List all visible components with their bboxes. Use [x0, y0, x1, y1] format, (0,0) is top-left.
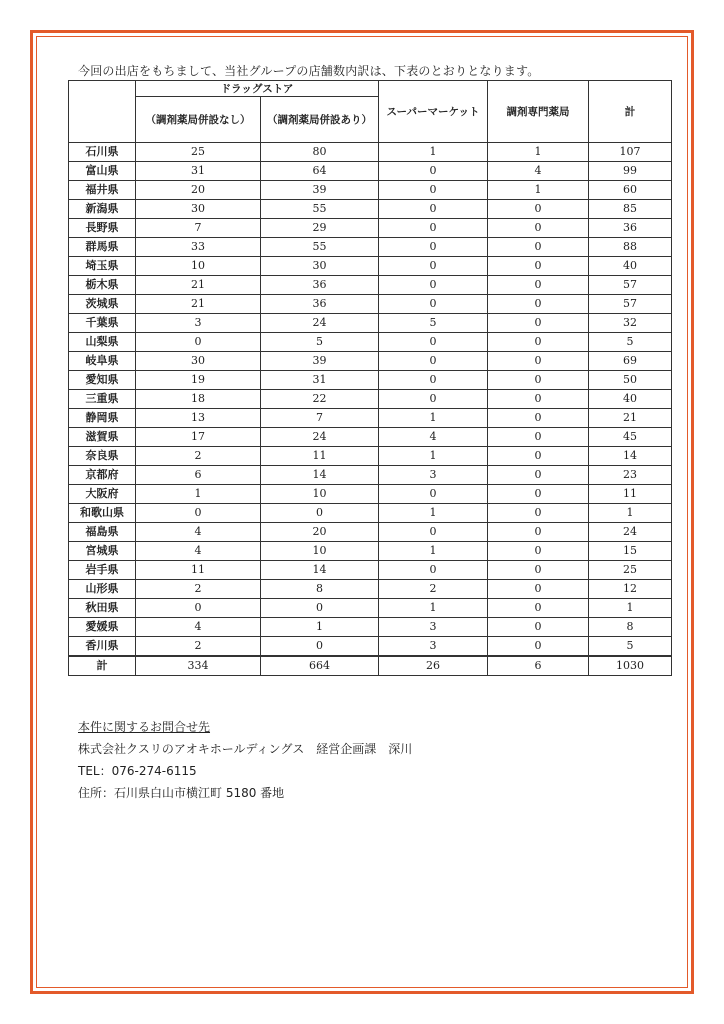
table-row: [69, 181, 672, 200]
cell-prefecture: 富山県: [69, 162, 136, 181]
cell-drugstore-with-pharmacy: 14: [261, 466, 379, 485]
cell-supermarket: 0: [379, 219, 488, 238]
cell-drugstore-no-pharmacy: 30: [136, 352, 261, 371]
cell-drugstore-no-pharmacy: 31: [136, 162, 261, 181]
table-row: [69, 447, 672, 466]
cell-prefecture: 静岡県: [69, 409, 136, 428]
total-label: 計: [69, 656, 136, 676]
cell-drugstore-with-pharmacy: 14: [261, 561, 379, 580]
table-row: [69, 466, 672, 485]
cell-supermarket: 0: [379, 295, 488, 314]
table-row: [69, 637, 672, 657]
table-row: [69, 162, 672, 181]
cell-drugstore-with-pharmacy: 64: [261, 162, 379, 181]
cell-total: 57: [589, 276, 672, 295]
table-row: [69, 580, 672, 599]
cell-total: 88: [589, 238, 672, 257]
cell-drugstore-with-pharmacy: 1: [261, 618, 379, 637]
header-dispensing-pharmacy: 調剤専門薬局: [488, 81, 589, 143]
table-row: [69, 143, 672, 162]
cell-total: 85: [589, 200, 672, 219]
contact-company: 株式会社クスリのアオキホールディングス 経営企画課 深川: [78, 742, 413, 756]
cell-supermarket: 0: [379, 352, 488, 371]
contact-tel: TEL：076-274-6115: [78, 764, 197, 778]
cell-dispensing-pharmacy: 0: [488, 618, 589, 637]
cell-drugstore-no-pharmacy: 25: [136, 143, 261, 162]
cell-drugstore-no-pharmacy: 4: [136, 542, 261, 561]
cell-dispensing-pharmacy: 1: [488, 143, 589, 162]
table-row: [69, 295, 672, 314]
table-row: [69, 238, 672, 257]
cell-supermarket: 0: [379, 390, 488, 409]
cell-supermarket: 1: [379, 504, 488, 523]
header-supermarket: スーパーマーケット: [379, 81, 488, 143]
cell-drugstore-no-pharmacy: 11: [136, 561, 261, 580]
cell-total: 40: [589, 390, 672, 409]
cell-drugstore-with-pharmacy: 5: [261, 333, 379, 352]
cell-dispensing-pharmacy: 0: [488, 504, 589, 523]
cell-total: 23: [589, 466, 672, 485]
cell-drugstore-no-pharmacy: 17: [136, 428, 261, 447]
cell-supermarket: 0: [379, 181, 488, 200]
cell-drugstore-with-pharmacy: 31: [261, 371, 379, 390]
table-row: [69, 390, 672, 409]
table-row: [69, 504, 672, 523]
cell-prefecture: 大阪府: [69, 485, 136, 504]
intro-text: 今回の出店をもちまして、当社グループの店舗数内訳は、下表のとおりとなります。: [78, 64, 540, 78]
table-row: [69, 333, 672, 352]
table-row: [69, 219, 672, 238]
cell-total: 12: [589, 580, 672, 599]
cell-total: 45: [589, 428, 672, 447]
cell-prefecture: 岩手県: [69, 561, 136, 580]
cell-drugstore-with-pharmacy: 10: [261, 542, 379, 561]
cell-prefecture: 愛媛県: [69, 618, 136, 637]
cell-prefecture: 埼玉県: [69, 257, 136, 276]
cell-drugstore-with-pharmacy: 36: [261, 276, 379, 295]
cell-dispensing-pharmacy: 0: [488, 276, 589, 295]
table-row: [69, 276, 672, 295]
cell-prefecture: 福井県: [69, 181, 136, 200]
cell-drugstore-no-pharmacy: 2: [136, 447, 261, 466]
cell-total: 60: [589, 181, 672, 200]
cell-supermarket: 0: [379, 485, 488, 504]
cell-dispensing-pharmacy: 0: [488, 200, 589, 219]
cell-drugstore-with-pharmacy: 0: [261, 599, 379, 618]
total-drugstore-with-pharmacy: 664: [261, 656, 379, 676]
cell-supermarket: 5: [379, 314, 488, 333]
cell-drugstore-no-pharmacy: 7: [136, 219, 261, 238]
cell-drugstore-no-pharmacy: 3: [136, 314, 261, 333]
cell-prefecture: 石川県: [69, 143, 136, 162]
cell-supermarket: 0: [379, 561, 488, 580]
header-drugstore-group: ドラッグストア: [136, 81, 379, 97]
cell-total: 40: [589, 257, 672, 276]
cell-drugstore-with-pharmacy: 0: [261, 637, 379, 657]
cell-total: 14: [589, 447, 672, 466]
cell-dispensing-pharmacy: 0: [488, 219, 589, 238]
cell-drugstore-no-pharmacy: 30: [136, 200, 261, 219]
cell-supermarket: 3: [379, 618, 488, 637]
cell-prefecture: 香川県: [69, 637, 136, 657]
cell-supermarket: 3: [379, 466, 488, 485]
table-row: [69, 200, 672, 219]
cell-total: 1: [589, 599, 672, 618]
cell-total: 99: [589, 162, 672, 181]
cell-supermarket: 2: [379, 580, 488, 599]
cell-supermarket: 1: [379, 542, 488, 561]
cell-drugstore-no-pharmacy: 21: [136, 295, 261, 314]
header-drugstore-no-pharmacy: （調剤薬局併設なし）: [136, 97, 261, 143]
cell-prefecture: 奈良県: [69, 447, 136, 466]
cell-drugstore-with-pharmacy: 36: [261, 295, 379, 314]
cell-dispensing-pharmacy: 0: [488, 523, 589, 542]
cell-supermarket: 0: [379, 523, 488, 542]
cell-dispensing-pharmacy: 0: [488, 637, 589, 657]
cell-drugstore-no-pharmacy: 2: [136, 580, 261, 599]
cell-drugstore-no-pharmacy: 19: [136, 371, 261, 390]
cell-drugstore-with-pharmacy: 24: [261, 428, 379, 447]
table-row: [69, 523, 672, 542]
cell-drugstore-no-pharmacy: 4: [136, 523, 261, 542]
cell-drugstore-with-pharmacy: 10: [261, 485, 379, 504]
cell-prefecture: 愛知県: [69, 371, 136, 390]
cell-dispensing-pharmacy: 1: [488, 181, 589, 200]
total-dispensing-pharmacy: 6: [488, 656, 589, 676]
header-prefecture: [69, 81, 136, 143]
cell-drugstore-with-pharmacy: 11: [261, 447, 379, 466]
cell-dispensing-pharmacy: 0: [488, 447, 589, 466]
cell-drugstore-with-pharmacy: 80: [261, 143, 379, 162]
cell-dispensing-pharmacy: 0: [488, 390, 589, 409]
cell-drugstore-no-pharmacy: 21: [136, 276, 261, 295]
cell-total: 36: [589, 219, 672, 238]
cell-supermarket: 1: [379, 143, 488, 162]
table-row: [69, 485, 672, 504]
cell-drugstore-no-pharmacy: 18: [136, 390, 261, 409]
table-row: [69, 542, 672, 561]
cell-drugstore-with-pharmacy: 55: [261, 200, 379, 219]
table-row: [69, 409, 672, 428]
cell-drugstore-with-pharmacy: 0: [261, 504, 379, 523]
cell-supermarket: 3: [379, 637, 488, 657]
total-supermarket: 26: [379, 656, 488, 676]
cell-total: 5: [589, 333, 672, 352]
contact-heading: 本件に関するお問合せ先: [78, 720, 211, 734]
cell-dispensing-pharmacy: 0: [488, 409, 589, 428]
cell-supermarket: 0: [379, 238, 488, 257]
cell-drugstore-no-pharmacy: 0: [136, 504, 261, 523]
cell-dispensing-pharmacy: 0: [488, 371, 589, 390]
cell-dispensing-pharmacy: 0: [488, 314, 589, 333]
cell-drugstore-no-pharmacy: 6: [136, 466, 261, 485]
store-count-table: [68, 80, 672, 676]
cell-dispensing-pharmacy: 0: [488, 352, 589, 371]
cell-prefecture: 栃木県: [69, 276, 136, 295]
cell-drugstore-no-pharmacy: 13: [136, 409, 261, 428]
table-row: [69, 257, 672, 276]
cell-dispensing-pharmacy: 4: [488, 162, 589, 181]
cell-dispensing-pharmacy: 0: [488, 485, 589, 504]
cell-supermarket: 0: [379, 162, 488, 181]
cell-supermarket: 4: [379, 428, 488, 447]
cell-total: 11: [589, 485, 672, 504]
cell-drugstore-with-pharmacy: 55: [261, 238, 379, 257]
cell-supermarket: 1: [379, 409, 488, 428]
table-row: [69, 428, 672, 447]
cell-dispensing-pharmacy: 0: [488, 257, 589, 276]
cell-drugstore-no-pharmacy: 10: [136, 257, 261, 276]
cell-total: 15: [589, 542, 672, 561]
cell-total: 32: [589, 314, 672, 333]
cell-prefecture: 長野県: [69, 219, 136, 238]
cell-drugstore-with-pharmacy: 20: [261, 523, 379, 542]
cell-drugstore-with-pharmacy: 39: [261, 352, 379, 371]
cell-total: 24: [589, 523, 672, 542]
contact-block: [78, 716, 412, 804]
cell-total: 5: [589, 637, 672, 657]
cell-prefecture: 千葉県: [69, 314, 136, 333]
header-drugstore-with-pharmacy: （調剤薬局併設あり）: [261, 97, 379, 143]
cell-prefecture: 山梨県: [69, 333, 136, 352]
cell-total: 21: [589, 409, 672, 428]
table-row: [69, 352, 672, 371]
cell-drugstore-with-pharmacy: 29: [261, 219, 379, 238]
cell-drugstore-with-pharmacy: 7: [261, 409, 379, 428]
cell-supermarket: 0: [379, 257, 488, 276]
cell-total: 69: [589, 352, 672, 371]
header-total: 計: [589, 81, 672, 143]
cell-drugstore-no-pharmacy: 4: [136, 618, 261, 637]
cell-supermarket: 1: [379, 447, 488, 466]
total-row: [69, 656, 672, 676]
cell-prefecture: 群馬県: [69, 238, 136, 257]
total-all: 1030: [589, 656, 672, 676]
table-row: [69, 371, 672, 390]
contact-address: 住所：石川県白山市横江町 5180 番地: [78, 786, 285, 800]
cell-dispensing-pharmacy: 0: [488, 333, 589, 352]
cell-total: 57: [589, 295, 672, 314]
cell-supermarket: 0: [379, 333, 488, 352]
cell-drugstore-no-pharmacy: 20: [136, 181, 261, 200]
cell-prefecture: 滋賀県: [69, 428, 136, 447]
cell-prefecture: 三重県: [69, 390, 136, 409]
cell-supermarket: 0: [379, 276, 488, 295]
cell-dispensing-pharmacy: 0: [488, 428, 589, 447]
cell-prefecture: 新潟県: [69, 200, 136, 219]
cell-total: 107: [589, 143, 672, 162]
cell-supermarket: 0: [379, 200, 488, 219]
cell-total: 1: [589, 504, 672, 523]
cell-total: 25: [589, 561, 672, 580]
cell-total: 50: [589, 371, 672, 390]
table-row: [69, 314, 672, 333]
cell-prefecture: 茨城県: [69, 295, 136, 314]
cell-prefecture: 宮城県: [69, 542, 136, 561]
cell-supermarket: 1: [379, 599, 488, 618]
table-body: [69, 143, 672, 657]
total-drugstore-no-pharmacy: 334: [136, 656, 261, 676]
cell-total: 8: [589, 618, 672, 637]
cell-drugstore-with-pharmacy: 8: [261, 580, 379, 599]
cell-dispensing-pharmacy: 0: [488, 466, 589, 485]
cell-supermarket: 0: [379, 371, 488, 390]
cell-drugstore-with-pharmacy: 22: [261, 390, 379, 409]
cell-drugstore-no-pharmacy: 0: [136, 599, 261, 618]
table-row: [69, 618, 672, 637]
cell-drugstore-with-pharmacy: 30: [261, 257, 379, 276]
table-row: [69, 561, 672, 580]
cell-drugstore-no-pharmacy: 2: [136, 637, 261, 657]
cell-dispensing-pharmacy: 0: [488, 580, 589, 599]
cell-dispensing-pharmacy: 0: [488, 542, 589, 561]
cell-drugstore-with-pharmacy: 24: [261, 314, 379, 333]
cell-dispensing-pharmacy: 0: [488, 295, 589, 314]
cell-prefecture: 秋田県: [69, 599, 136, 618]
cell-drugstore-no-pharmacy: 1: [136, 485, 261, 504]
cell-prefecture: 福島県: [69, 523, 136, 542]
cell-drugstore-no-pharmacy: 0: [136, 333, 261, 352]
cell-prefecture: 山形県: [69, 580, 136, 599]
cell-drugstore-no-pharmacy: 33: [136, 238, 261, 257]
cell-prefecture: 京都府: [69, 466, 136, 485]
cell-prefecture: 岐阜県: [69, 352, 136, 371]
cell-drugstore-with-pharmacy: 39: [261, 181, 379, 200]
cell-dispensing-pharmacy: 0: [488, 561, 589, 580]
table-row: [69, 599, 672, 618]
cell-dispensing-pharmacy: 0: [488, 599, 589, 618]
cell-prefecture: 和歌山県: [69, 504, 136, 523]
cell-dispensing-pharmacy: 0: [488, 238, 589, 257]
